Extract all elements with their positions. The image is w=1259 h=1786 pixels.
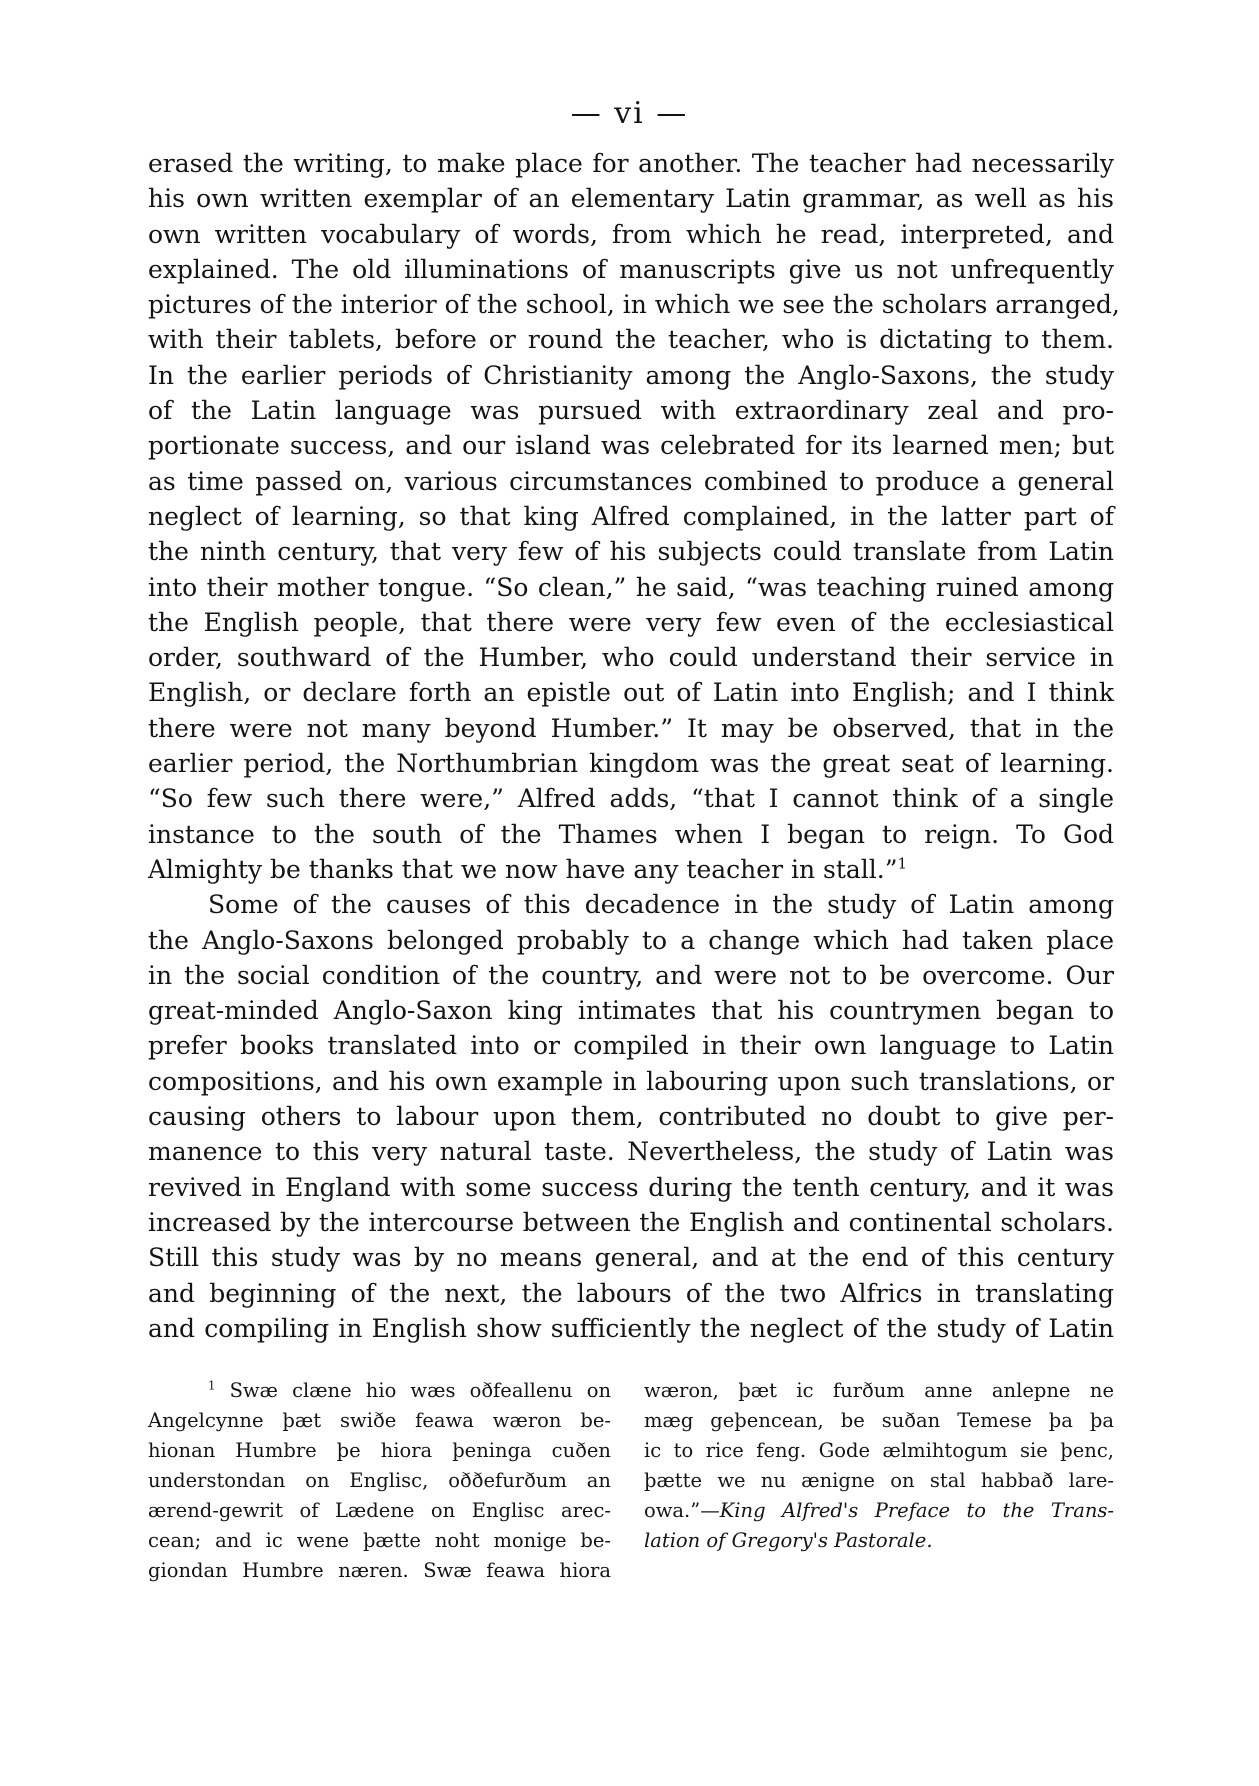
text-line: In the earlier periods of Christianity among the Anglo-Saxons, the study [148, 360, 1114, 390]
text-line: instance to the south of the Thames when I began to reign. To God [148, 819, 1114, 849]
page-number: — vi — [570, 96, 689, 131]
footnote-right-column [644, 1376, 1114, 1586]
text-line: of the Latin language was pursued with extraordinary zeal and pro- [148, 396, 1114, 426]
footnote-line: þætte we nu ænigne on stal habbað lare- [644, 1469, 1114, 1492]
footnote-line: ærend-gewrit of Lædene on Englisc arec- [148, 1499, 611, 1522]
paragraph-2 [148, 887, 1114, 1346]
text-line: manence to this very natural taste. Nevertheless, the study of Latin was [148, 1137, 1114, 1167]
text-line: earlier period, the Northumbrian kingdom was the great seat of learning. [148, 749, 1114, 779]
footnote-reference: 1 [897, 854, 908, 873]
text-line: “So few such there were,” Alfred adds, “that I cannot think of a single [148, 784, 1114, 814]
text-line: neglect of learning, so that king Alfred complained, in the latter part of [148, 501, 1114, 531]
footnote-line: wæron, þæt ic furðum anne anlepne ne [644, 1379, 1114, 1402]
text-line: into their mother tongue. “So clean,” he said, “was teaching ruined among [148, 572, 1114, 602]
text-line-last [148, 852, 1114, 887]
text-line: increased by the intercourse between the English and continental scholars. [148, 1207, 1114, 1237]
text-line: in the social condition of the country, and were not to be overcome. Our [148, 960, 1114, 990]
footnote-line [148, 1376, 611, 1406]
text-line: there were not many beyond Humber.” It may be observed, that in the [148, 713, 1114, 743]
text-line: own written vocabulary of words, from which he read, interpreted, and [148, 219, 1114, 249]
text-line: pictures of the interior of the school, in which we see the scholars arranged, [148, 290, 1120, 320]
text-line: prefer books translated into or compiled in their own language to Latin [148, 1031, 1114, 1061]
text-line: revived in England with some success during the tenth century, and it was [148, 1172, 1114, 1202]
text-line: the ninth century, that very few of his subjects could translate from Latin [148, 537, 1114, 567]
text-line: erased the writing, to make place for another. The teacher had necessarily [148, 149, 1114, 178]
text-line: as time passed on, various circumstances combined to produce a general [148, 466, 1114, 496]
text-line: and beginning of the next, the labours of the two Alfrics in translating [148, 1278, 1114, 1308]
footnote-line: hionan Humbre þe hiora þeninga cuðen [148, 1439, 611, 1462]
text-line: portionate success, and our island was celebrated for its learned men; but [148, 431, 1114, 461]
text-line: Some of the causes of this decadence in the study of Latin among [208, 890, 1114, 920]
footnote-left-column [148, 1376, 611, 1586]
text-line: his own written exemplar of an elementary Latin grammar, as well as his [148, 184, 1114, 214]
text-line: Still this study was by no means general, and at the end of this century [148, 1243, 1114, 1273]
text-line: order, southward of the Humber, who could understand their service in [148, 643, 1114, 673]
footnote-quote-end: owa.”— [644, 1499, 720, 1522]
footnote-line: Angelcynne þæt swiðe feawa wæron be- [148, 1409, 611, 1432]
text-line: the English people, that there were very few even of the ecclesiastical [148, 607, 1114, 637]
footnote-source-title-cont: lation of Gregory's Pastorale. [644, 1529, 933, 1552]
text-line: great-minded Anglo-Saxon king intimates that his countrymen began to [148, 996, 1114, 1026]
footnote-line: ic to rice feng. Gode ælmihtogum sie þenc, [644, 1439, 1114, 1462]
footnote-line: cean; and ic wene þætte noht monige be- [148, 1529, 611, 1552]
footnote-line [644, 1496, 1114, 1526]
text-line: explained. The old illuminations of manuscripts give us not unfrequently [148, 254, 1114, 284]
text-line: English, or declare forth an epistle out of Latin into English; and I think [148, 678, 1114, 708]
text-line: compositions, and his own example in labouring upon such translations, or [148, 1066, 1114, 1096]
footnote-source-title: King Alfred's Preface to the Trans- [719, 1499, 1114, 1522]
text-line: with their tablets, before or round the teacher, who is dictating to them. [148, 325, 1114, 355]
footnote-block [148, 1376, 1114, 1586]
footnote-line: giondan Humbre næren. Swæ feawa hiora [148, 1559, 611, 1582]
text-line: and compiling in English show sufficiently the neglect of the study of Latin [148, 1313, 1114, 1343]
footnote-line: understondan on Englisc, oððefurðum an [148, 1469, 611, 1492]
footnote-line: mæg geþencean, be suðan Temese þa þa [644, 1409, 1114, 1432]
text-line: the Anglo-Saxons belonged probably to a change which had taken place [148, 925, 1114, 955]
paragraph-1 [148, 146, 1120, 887]
footnote-marker: 1 [208, 1378, 216, 1393]
footnote-text: Swæ clæne hio wæs oðfeallenu on [229, 1379, 611, 1402]
text-line: causing others to labour upon them, contributed no doubt to give per- [148, 1102, 1114, 1132]
main-text [148, 146, 1120, 1346]
text-line-end: Almighty be thanks that we now have any teacher in stall.” [148, 854, 898, 884]
